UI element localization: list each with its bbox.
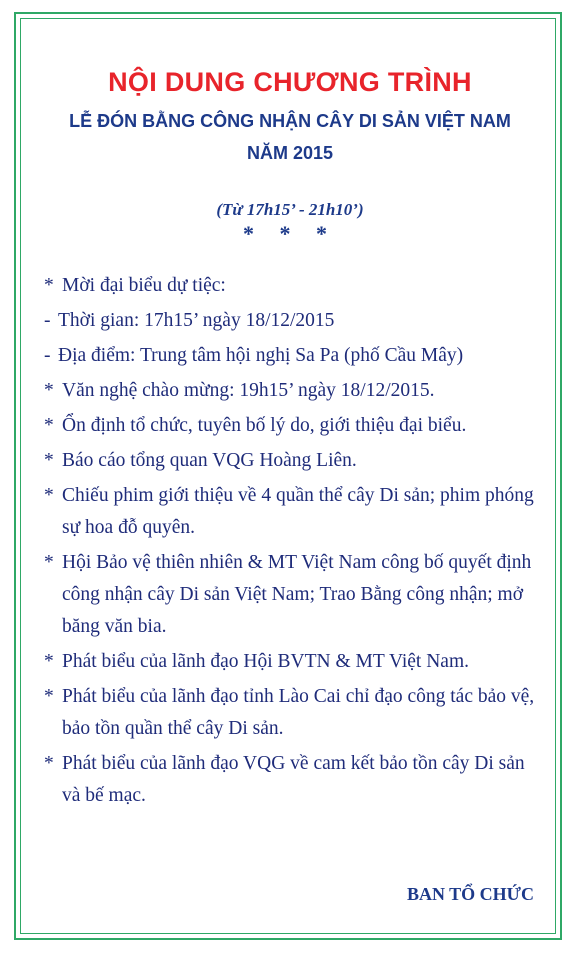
bullet-marker: * (44, 380, 54, 401)
time-range: (Từ 17h15’ - 21h10’) (216, 200, 364, 219)
bullet-marker: * (44, 415, 54, 436)
agenda-item (44, 305, 544, 337)
event-year: NĂM 2015 (246, 143, 334, 163)
agenda-item (44, 681, 544, 745)
event-subtitle: LỄ ĐÓN BẰNG CÔNG NHẬN CÂY DI SẢN VIỆT NAM (69, 111, 511, 131)
agenda-item-text: Phát biểu của lãnh đạo tỉnh Lào Cai chỉ đạo công tác bảo vệ, bảo tồn quần thể cây Di sản. (62, 686, 535, 739)
agenda-item (44, 445, 544, 477)
agenda-item-text: Thời gian: 17h15’ ngày 18/12/2015 (58, 310, 335, 331)
agenda-item-text: Ổn định tổ chức, tuyên bố lý do, giới thiệu đại biểu. (62, 415, 467, 436)
dash-marker: - (44, 310, 51, 331)
agenda-item-text: Phát biểu của lãnh đạo VQG về cam kết bảo tồn cây Di sản và bế mạc. (62, 753, 525, 806)
header (0, 64, 580, 166)
bullet-marker: * (44, 552, 54, 573)
agenda-item-text: Địa điểm: Trung tâm hội nghị Sa Pa (phố Cầu Mây) (58, 345, 464, 366)
agenda-item (44, 480, 544, 544)
bullet-marker: * (44, 753, 54, 774)
dash-marker: - (44, 345, 51, 366)
stars-divider: * * * (243, 221, 337, 246)
agenda-item (44, 340, 544, 372)
bullet-marker: * (44, 651, 54, 672)
agenda-item-text: Mời đại biểu dự tiệc: (62, 275, 226, 296)
organizer-signature: BAN TỔ CHỨC (406, 884, 534, 904)
agenda-item-text: Chiếu phim giới thiệu về 4 quần thể cây Di sản; phim phóng sự hoa đỗ quyên. (62, 485, 534, 538)
agenda-item-text: Hội Bảo vệ thiên nhiên & MT Việt Nam công bố quyết định công nhận cây Di sản Việt Nam; Trao Bằng công nhận; mở băng văn bia. (62, 552, 532, 637)
agenda-item-text: Phát biểu của lãnh đạo Hội BVTN & MT Việt Nam. (62, 651, 470, 672)
agenda-item-text: Văn nghệ chào mừng: 19h15’ ngày 18/12/2015. (62, 380, 435, 401)
agenda-list (44, 270, 544, 815)
agenda-item (44, 410, 544, 442)
bullet-marker: * (44, 686, 54, 707)
bullet-marker: * (44, 485, 54, 506)
agenda-item (44, 375, 544, 407)
agenda-item-text: Báo cáo tổng quan VQG Hoàng Liên. (62, 450, 357, 471)
bullet-marker: * (44, 275, 54, 296)
agenda-item (44, 748, 544, 812)
agenda-item (44, 547, 544, 643)
page-title: NỘI DUNG CHƯƠNG TRÌNH (108, 67, 472, 97)
bullet-marker: * (44, 450, 54, 471)
agenda-item (44, 270, 544, 302)
agenda-item (44, 646, 544, 678)
